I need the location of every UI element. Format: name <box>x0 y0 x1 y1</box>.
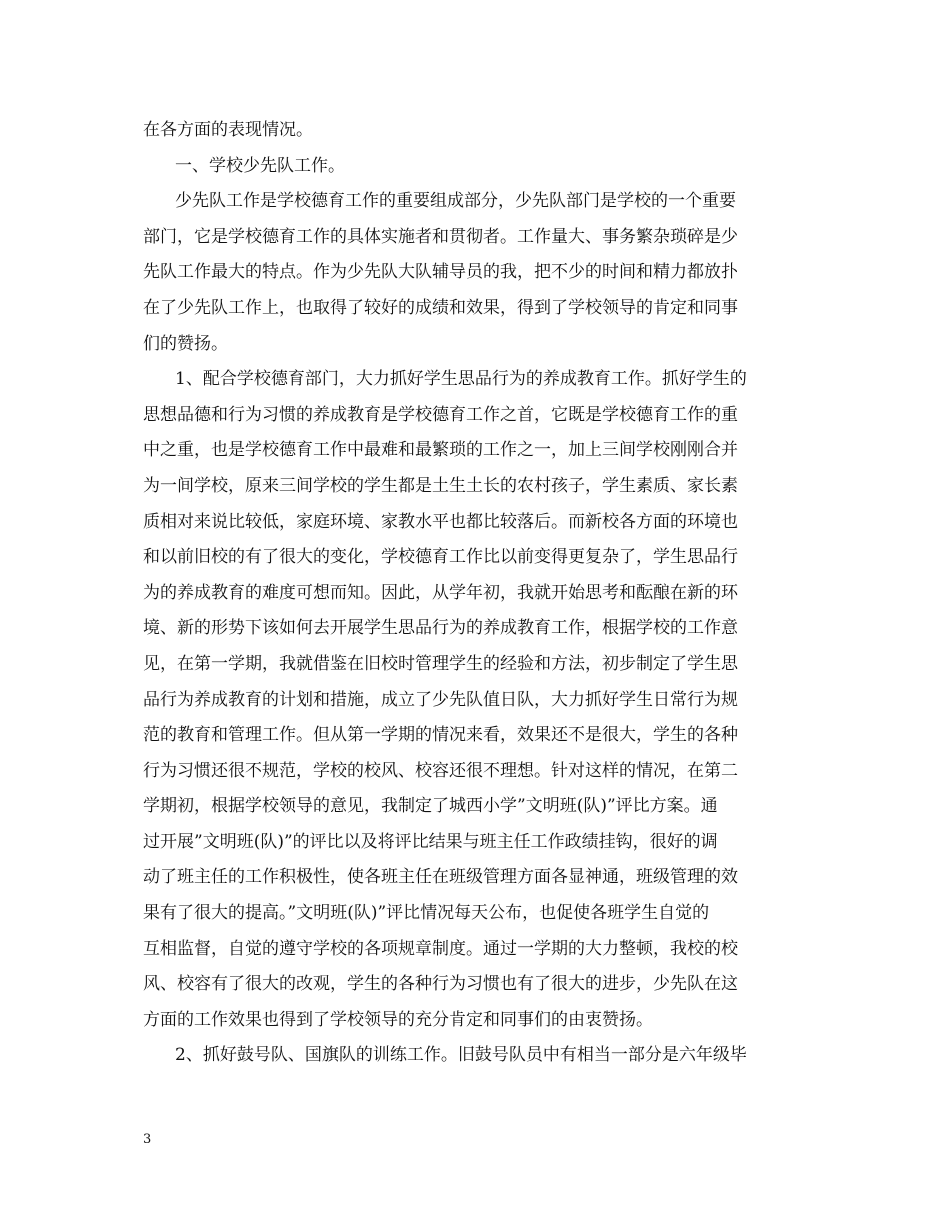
text-line: 为的养成教育的难度可想而知。因此，从学年初，我就开始思考和酝酿在新的环 <box>143 582 738 603</box>
body-text <box>143 113 815 1074</box>
text-line: 在了少先队工作上，也取得了较好的成绩和效果，得到了学校领导的肯定和同事 <box>143 297 738 318</box>
text-line: 范的教育和管理工作。但从第一学期的情况来看，效果还不是很大，学生的各种 <box>143 725 738 746</box>
text-line: 思想品德和行为习惯的养成教育是学校德育工作之首，它既是学校德育工作的重 <box>143 404 738 425</box>
text-line: 为一间学校，原来三间学校的学生都是土生土长的农村孩子，学生素质、家长素 <box>143 475 738 496</box>
text-line: 行为习惯还很不规范，学校的校风、校容还很不理想。针对这样的情况，在第二 <box>143 760 738 781</box>
text-line: 先队工作最大的特点。作为少先队大队辅导员的我，把不少的时间和精力都放扑 <box>143 262 738 283</box>
text-line: 质相对来说比较低，家庭环境、家教水平也都比较落后。而新校各方面的环境也 <box>143 511 738 532</box>
text-line: 动了班主任的工作积极性，使各班主任在班级管理方面各显神通，班级管理的效 <box>143 867 738 888</box>
text-line: 风、校容有了很大的改观，学生的各种行为习惯也有了很大的进步，少先队在这 <box>143 974 738 995</box>
text-line: 们的赞扬。 <box>143 333 228 354</box>
text-line: 品行为养成教育的计划和措施，成立了少先队值日队，大力抓好学生日常行为规 <box>143 689 738 710</box>
text-line: 少先队工作是学校德育工作的重要组成部分，少先队部门是学校的一个重要 <box>175 191 736 212</box>
text-line: 部门，它是学校德育工作的具体实施者和贯彻者。工作量大、事务繁杂琐碎是少 <box>143 226 738 247</box>
text-line: 中之重，也是学校德育工作中最难和最繁琐的工作之一，加上三间学校刚刚合并 <box>143 440 738 461</box>
text-line: 互相监督，自觉的遵守学校的各项规章制度。通过一学期的大力整顿，我校的校 <box>143 938 738 959</box>
text-line: 在各方面的表现情况。 <box>143 120 313 140</box>
page-number: 3 <box>143 1132 152 1147</box>
text-line: 学期初，根据学校领导的意见，我制定了城西小学”文明班(队)”评比方案。通 <box>143 796 718 817</box>
text-line: 过开展”文明班(队)”的评比以及将评比结果与班主任工作政绩挂钩，很好的调 <box>143 831 718 852</box>
text-line: 一、学校少先队工作。 <box>175 155 345 176</box>
text-line: 境、新的形势下该如何去开展学生思品行为的养成教育工作，根据学校的工作意 <box>143 618 738 639</box>
text-line: 2、抓好鼓号队、国旗队的训练工作。旧鼓号队员中有相当一部分是六年级毕 <box>175 1045 747 1066</box>
text-line: 果有了很大的提高。”文明班(队)”评比情况每天公布，也促使各班学生自觉的 <box>143 903 710 924</box>
text-line: 和以前旧校的有了很大的变化，学校德育工作比以前变得更复杂了，学生思品行 <box>143 547 738 568</box>
text-line: 1、配合学校德育部门，大力抓好学生思品行为的养成教育工作。抓好学生的 <box>175 369 747 390</box>
text-line: 见，在第一学期，我就借鉴在旧校时管理学生的经验和方法，初步制定了学生思 <box>143 653 738 674</box>
text-line: 方面的工作效果也得到了学校领导的充分肯定和同事们的由衷赞扬。 <box>143 1009 653 1030</box>
